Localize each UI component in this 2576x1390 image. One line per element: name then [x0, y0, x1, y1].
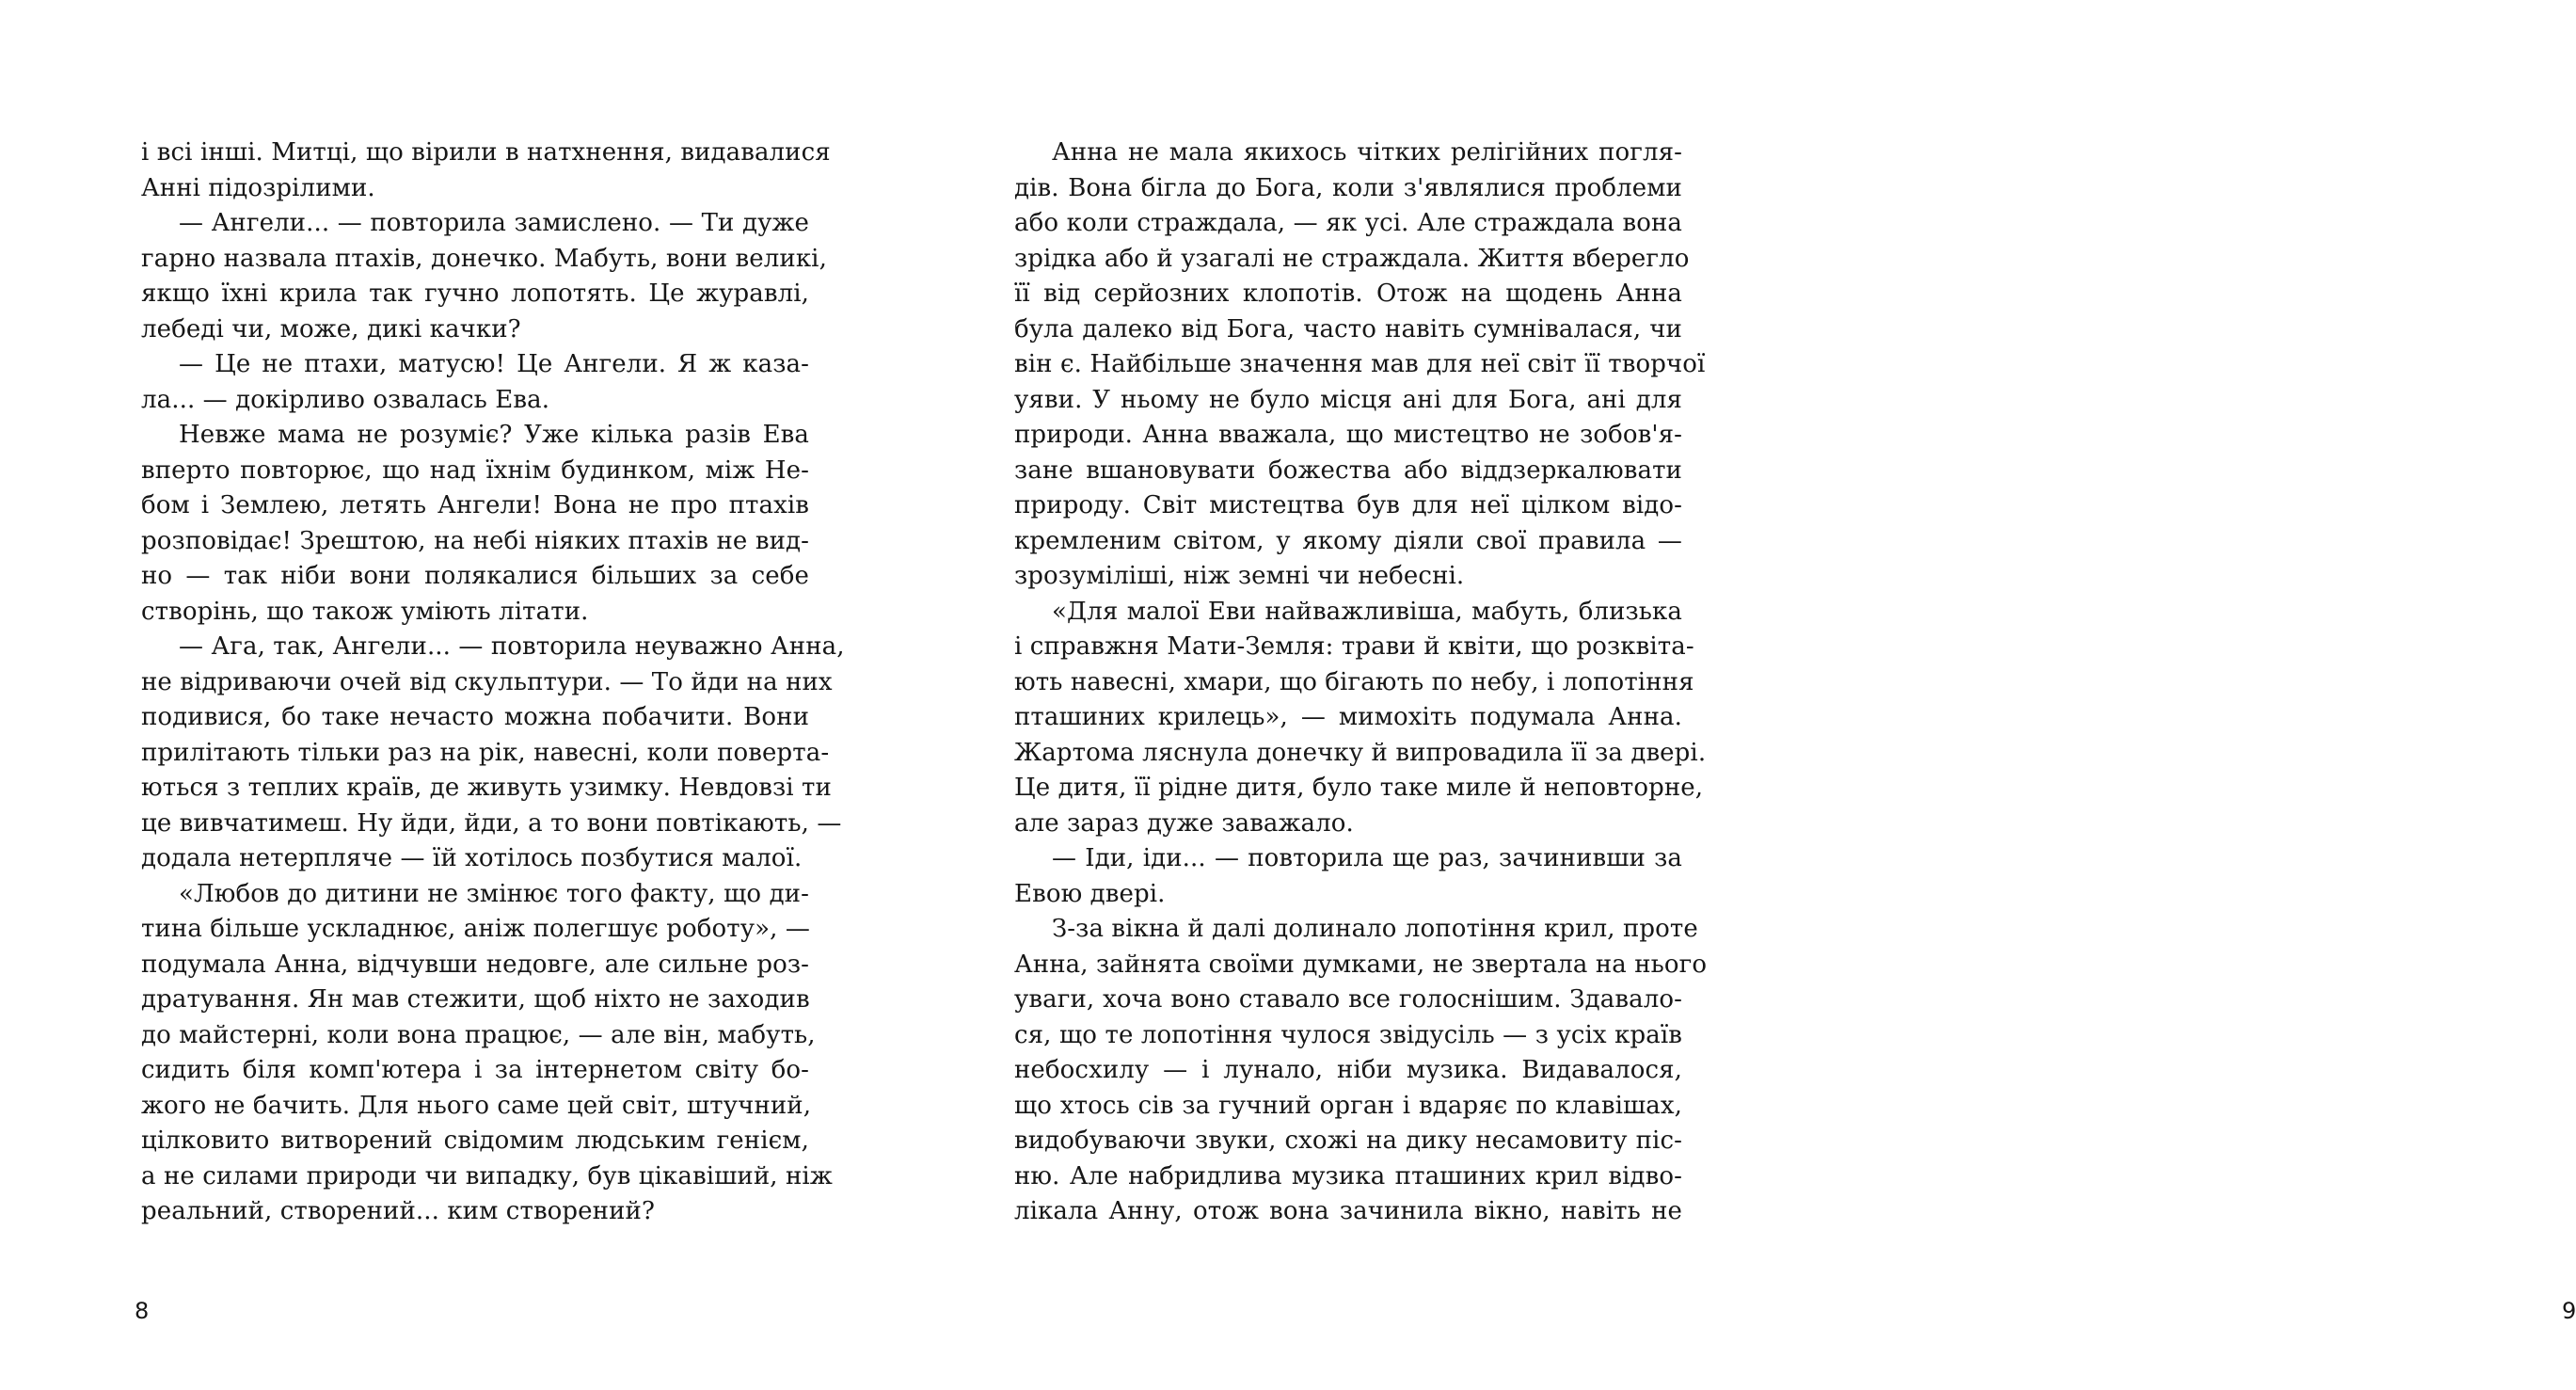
- text-line: зрозуміліші, ніж земні чи небесні.: [1014, 562, 1465, 590]
- text-line: створінь, що також уміють літати.: [141, 597, 589, 626]
- left-page-text: [141, 136, 845, 1230]
- text-line: гарно назвала птахів, донечко. Мабуть, вони великі,: [141, 244, 827, 273]
- text-line: цілковито витворений свідомим людським генієм,: [141, 1126, 809, 1155]
- text-line: реальний, створений... ким створений?: [141, 1197, 655, 1225]
- text-line: і справжня Мати-Земля: трави й квіти, що розквіта-: [1014, 632, 1694, 661]
- text-line: прилітають тільки раз на рік, навесні, коли поверта-: [141, 738, 830, 767]
- text-line: зрідка або й узагалі не страждала. Життя вберегло: [1014, 244, 1690, 273]
- text-line: пташиних крилець», — мимохіть подумала Анна.: [1014, 703, 1682, 731]
- text-line: подивися, бо таке нечасто можна побачити. Вони: [141, 703, 809, 731]
- text-line: тина більше ускладнює, аніж полегшує роботу», —: [141, 915, 811, 943]
- text-line: це вивчатимеш. Ну йди, йди, а то вони повтікають, —: [141, 808, 842, 838]
- text-line: уяви. У ньому не було місця ані для Бога, ані для: [1014, 385, 1682, 414]
- text-line: але зараз дуже заважало.: [1014, 808, 1354, 838]
- text-line: Це дитя, її рідне дитя, було таке миле й неповторне,: [1014, 774, 1704, 802]
- text-line: — Ага, так, Ангели... — повторила неуважно Анна,: [179, 632, 845, 661]
- text-line: уваги, хоча воно ставало все голоснішим. Здавало-: [1014, 985, 1682, 1014]
- text-line: не відриваючи очей від скульптури. — То йди на них: [141, 667, 833, 696]
- text-line: природи. Анна вважала, що мистецтво не зобов'я-: [1014, 421, 1682, 449]
- text-line: Невже мама не розуміє? Уже кілька разів Ева: [179, 421, 809, 449]
- right-page-number: 9: [2562, 1298, 2576, 1324]
- text-line: якщо їхні крила так гучно лопотять. Це журавлі,: [141, 280, 809, 308]
- text-line: подумала Анна, відчувши недовге, але сильне роз-: [141, 950, 809, 979]
- text-line: ню. Але набридлива музика пташиних крил відво-: [1014, 1161, 1682, 1190]
- text-line: дратування. Ян мав стежити, щоб ніхто не заходив: [141, 985, 810, 1014]
- text-line: була далеко від Бога, часто навіть сумнівалася, чи: [1014, 314, 1682, 344]
- text-line: він є. Найбільше значення мав для неї світ її творчої: [1014, 350, 1706, 378]
- text-line: кремленим світом, у якому діяли свої правила —: [1014, 526, 1682, 555]
- text-line: Анна, зайнята своїми думками, не звертала на нього: [1014, 950, 1708, 979]
- left-page-number: 8: [135, 1298, 150, 1324]
- text-line: Жартома ляснула донечку й випровадила її за двері.: [1014, 738, 1707, 767]
- text-line: жого не бачить. Для нього саме цей світ, штучний,: [141, 1091, 812, 1120]
- text-line: сидить біля комп'ютера і за інтернетом світу бо-: [141, 1056, 809, 1084]
- text-line: ся, що те лопотіння чулося звідусіль — з усіх країв: [1014, 1020, 1682, 1049]
- text-line: ють навесні, хмари, що бігають по небу, і лопотіння: [1014, 667, 1694, 696]
- text-line: її від серйозних клопотів. Отож на щодень Анна: [1014, 280, 1682, 308]
- text-line: лікала Анну, отож вона зачинила вікно, навіть не: [1014, 1197, 1682, 1225]
- text-line: — Іди, іди... — повторила ще раз, зачинивши за: [1052, 844, 1682, 872]
- text-line: З-за вікна й далі долинало лопотіння крил, проте: [1052, 915, 1698, 943]
- text-line: розповідає! Зрештою, на небі ніяких птахів не вид-: [141, 526, 809, 555]
- text-line: дів. Вона бігла до Бога, коли з'являлися проблеми: [1014, 173, 1682, 202]
- text-line: вперто повторює, що над їхнім будинком, між Не-: [141, 455, 809, 485]
- text-line: Анна не мала якихось чітких релігійних погля-: [1052, 138, 1682, 167]
- text-line: додала нетерпляче — їй хотілось позбутися малої.: [141, 844, 803, 872]
- text-line: зане вшановувати божества або віддзеркалювати: [1014, 455, 1682, 485]
- text-line: або коли страждала, — як усі. Але страждала вона: [1014, 209, 1682, 237]
- right-page: [903, 0, 2576, 1390]
- text-line: лебеді чи, може, дикі качки?: [141, 314, 521, 344]
- left-page: [0, 0, 903, 1390]
- text-line: видобуваючи звуки, схожі на дику несамовиту піс-: [1014, 1126, 1682, 1155]
- text-line: ються з теплих країв, де живуть узимку. Невдовзі ти: [141, 774, 832, 802]
- text-line: — Це не птахи, матусю! Це Ангели. Я ж каза-: [179, 350, 809, 378]
- right-page-text: [1014, 136, 1708, 1230]
- text-line: природу. Світ мистецтва був для неї цілком відо-: [1014, 491, 1682, 519]
- text-line: і всі інші. Митці, що вірили в натхнення, видавалися: [141, 138, 831, 167]
- text-line: Анні підозрілими.: [141, 173, 375, 202]
- text-line: — Ангели... — повторила замислено. — Ти дуже: [179, 209, 809, 237]
- text-line: бом і Землею, летять Ангели! Вона не про птахів: [141, 491, 809, 519]
- text-line: що хтось сів за гучний орган і вдаряє по клавішах,: [1014, 1091, 1682, 1120]
- text-line: но — так ніби вони полякалися більших за себе: [141, 562, 809, 590]
- text-line: «Для малої Еви найважливіша, мабуть, близька: [1052, 597, 1682, 626]
- text-line: «Любов до дитини не змінює того факту, що ди-: [179, 879, 809, 908]
- text-line: Евою двері.: [1014, 879, 1166, 908]
- text-line: ла... — докірливо озвалась Ева.: [141, 385, 550, 414]
- text-line: до майстерні, коли вона працює, — але він, мабуть,: [141, 1020, 816, 1049]
- text-line: а не силами природи чи випадку, був цікавіший, ніж: [141, 1161, 833, 1190]
- text-line: небосхилу — і лунало, ніби музика. Видавалося,: [1014, 1056, 1682, 1084]
